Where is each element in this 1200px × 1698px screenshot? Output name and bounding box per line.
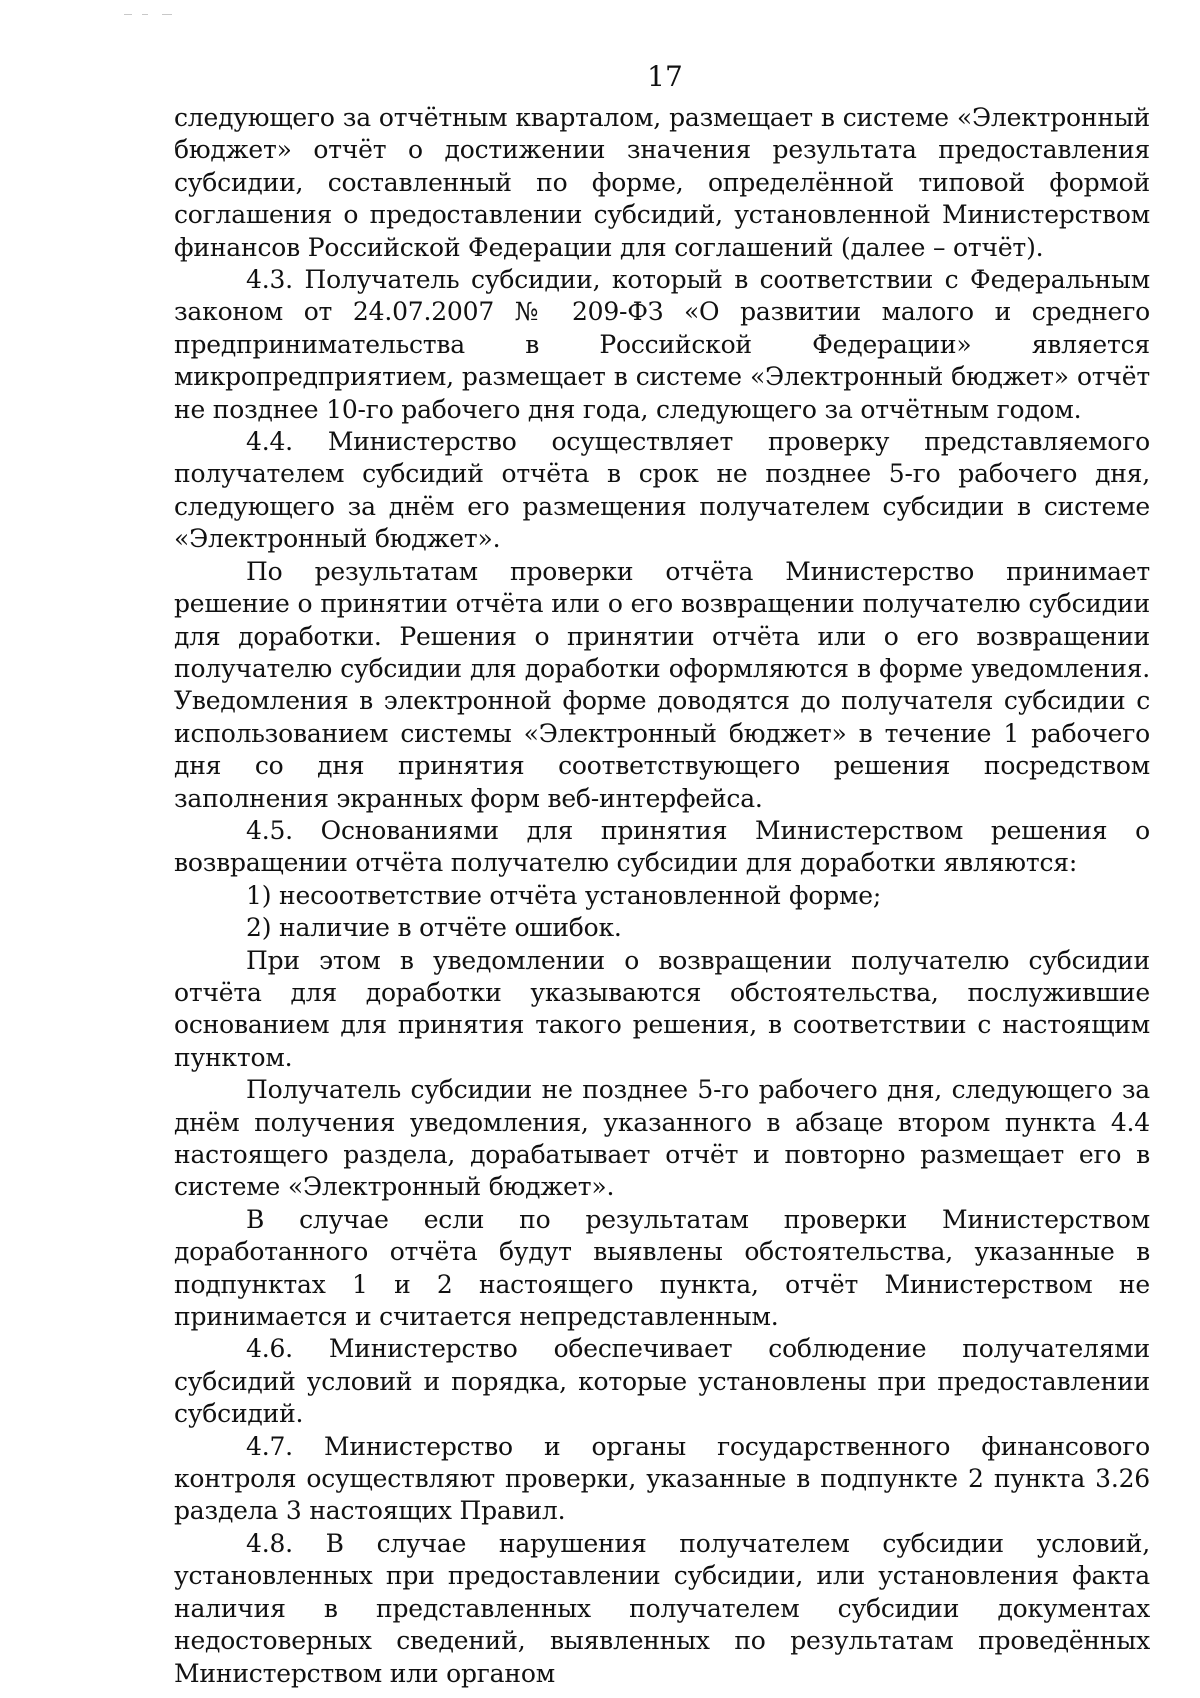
paragraph: 4.5. Основаниями для принятия Министерством решения о возвращении отчёта получателю субсидии для доработки являются: <box>174 815 1150 878</box>
paragraph: следующего за отчётным кварталом, размещает в системе «Электронный бюджет» отчёт о достижении значения результата предоставления субсидии, составленный по форме, определённой типовой формой соглашения о предоставлении субсидий, установленной Министерством финансов Российской Федерации для соглашений (далее – отчёт). <box>174 103 1150 262</box>
paragraph: 4.7. Министерство и органы государственного финансового контроля осуществляют проверки, указанные в подпункте 2 пункта 3.26 раздела 3 настоящих Правил. <box>174 1431 1150 1526</box>
paragraph: 4.3. Получатель субсидии, который в соответствии с Федеральным законом от 24.07.2007 № 209-ФЗ «О развитии малого и среднего предпринимательства в Российской Федерации» является микропредприятием, размещает в системе «Электронный бюджет» отчёт не позднее 10-го рабочего дня года, следующего за отчётным годом. <box>174 265 1150 424</box>
scan-artifact <box>142 14 148 15</box>
paragraph: Получатель субсидии не позднее 5-го рабочего дня, следующего за днём получения уведомления, указанного в абзаце втором пункта 4.4 настоящего раздела, дорабатывает отчёт и повторно размещает его в системе «Электронный бюджет». <box>174 1075 1150 1202</box>
document-body <box>174 102 1150 1690</box>
paragraph: При этом в уведомлении о возвращении получателю субсидии отчёта для доработки указываются обстоятельства, послужившие основанием для принятия такого решения, в соответствии с настоящим пунктом. <box>174 945 1150 1072</box>
paragraph: 4.4. Министерство осуществляет проверку представляемого получателем субсидий отчёта в срок не позднее 5-го рабочего дня, следующего за днём его размещения получателем субсидии в системе «Электронный бюджет». <box>174 427 1150 554</box>
paragraph: По результатам проверки отчёта Министерство принимает решение о принятии отчёта или о его возвращении получателю субсидии для доработки. Решения о принятии отчёта или о его возвращении получателю субсидии для доработки оформляются в форме уведомления. Уведомления в электронной форме доводятся до получателя субсидии с использованием системы «Электронный бюджет» в течение 1 рабочего дня со дня принятия соответствующего решения посредством заполнения экранных форм веб-интерфейса. <box>174 556 1150 813</box>
paragraph: В случае если по результатам проверки Министерством доработанного отчёта будут выявлены обстоятельства, указанные в подпунктах 1 и 2 настоящего пункта, отчёт Министерством не принимается и считается непредставленным. <box>174 1204 1150 1332</box>
list-item: 2) наличие в отчёте ошибок. <box>246 913 622 943</box>
scan-artifact <box>124 14 132 15</box>
paragraph: 4.6. Министерство обеспечивает соблюдение получателями субсидий условий и порядка, которые установлены при предоставлении субсидий. <box>174 1334 1150 1429</box>
page-number: 17 <box>647 60 683 93</box>
paragraph: 4.8. В случае нарушения получателем субсидии условий, установленных при предоставлении субсидии, или установления факта наличия в представленных получателем субсидии документах недостоверных сведений, выявленных по результатам проведённых Министерством или органом <box>174 1528 1150 1688</box>
scan-artifact <box>162 14 172 15</box>
list-item: 1) несоответствие отчёта установленной форме; <box>246 880 882 910</box>
